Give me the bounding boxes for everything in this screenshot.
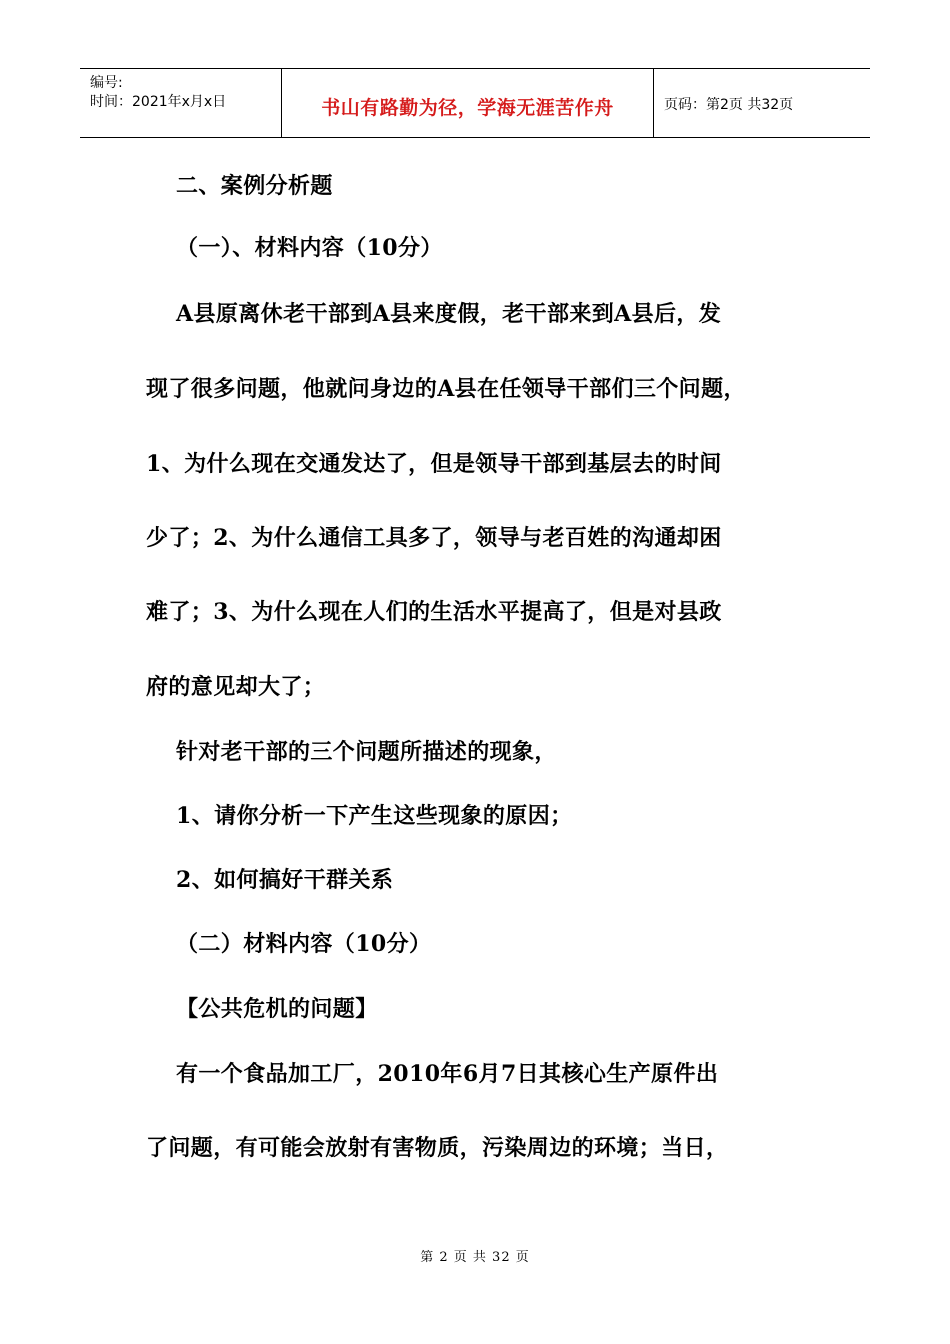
question-2: 2、如何搞好干群关系 [176,867,394,893]
case1-line: 现了很多问题，他就问身边的A县在任领导干部们三个问题， [146,376,746,402]
question-1: 1、请你分析一下产生这些现象的原因； [176,803,573,829]
case2-title: 【公共危机的问题】 [176,996,378,1022]
page-header [80,68,870,138]
case1-line: 1、为什么现在交通发达了，但是领导干部到基层去的时间 [146,451,722,477]
page-footer: 第 2 页 共 32 页 [420,1250,530,1265]
page-info: 页码：第2页 共32页 [664,97,794,113]
case1-line: 难了；3、为什么现在人们的生活水平提高了，但是对县政 [146,599,722,625]
time-label: 时间：2021年x月x日 [90,94,227,110]
question-intro: 针对老干部的三个问题所描述的现象， [176,739,557,765]
case2-line: 有一个食品加工厂，2010年6月7日其核心生产原件出 [176,1061,719,1087]
case1-line: 少了；2、为什么通信工具多了，领导与老百姓的沟通却困 [146,525,722,551]
case2-heading: （二）材料内容（10分） [176,931,432,957]
section-title: 二、案例分析题 [176,173,333,199]
case2-line: 了问题，有可能会放射有害物质，污染周边的环境；当日， [146,1135,729,1161]
case1-heading: （一）、材料内容（10分） [176,235,443,261]
number-label: 编号: [90,75,123,91]
header-page-cell [654,69,870,137]
motto-text: 书山有路勤为径，学海无涯苦作舟 [321,97,614,119]
header-motto-cell [282,69,654,137]
header-meta-cell [80,69,282,137]
case1-line: 府的意见却大了； [146,674,326,700]
case1-line: A县原离休老干部到A县来度假，老干部来到A县后，发 [176,301,722,327]
